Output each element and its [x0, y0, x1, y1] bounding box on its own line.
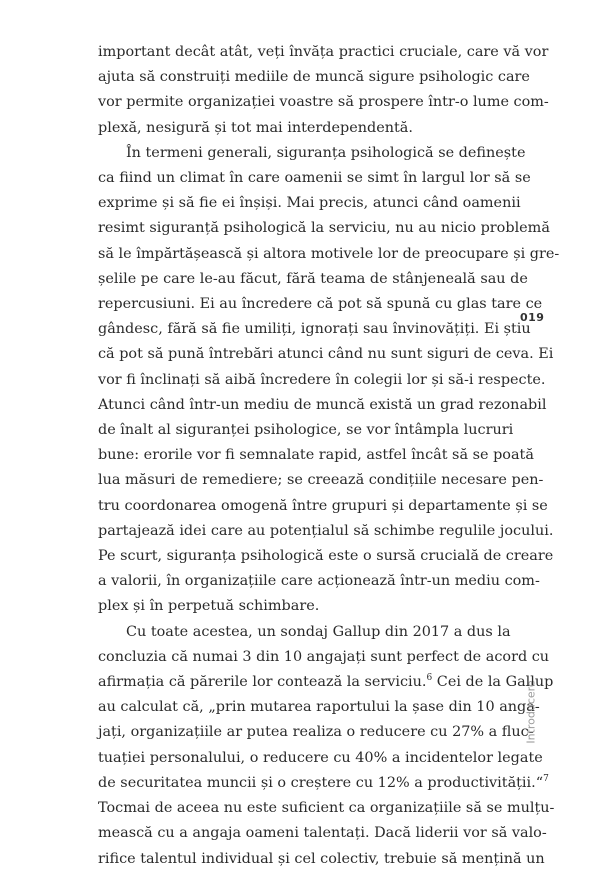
text-fragment: Cei de la Gallup: [432, 674, 554, 691]
text-fragment: de securitatea muncii și o creștere cu 12% a productivității.“: [98, 774, 544, 791]
text-line: [98, 670, 554, 695]
text-fragment: afirmația că părerile lor contează la serviciu.: [98, 674, 427, 691]
text-line: vor permite organizației voastre să prospere într-o lume com-: [98, 94, 549, 111]
text-line: că pot să pună întrebări atunci când nu sunt siguri de ceva. Ei: [98, 346, 554, 363]
text-line: exprime și să fie ei înșiși. Mai precis, atunci când oamenii: [98, 195, 521, 212]
text-line: lua măsuri de remediere; se creează condițiile necesare pen-: [98, 472, 544, 489]
text-line: a valorii, în organizațiile care acționează într-un mediu com-: [98, 573, 540, 590]
text-line: plex și în perpetuă schimbare.: [98, 598, 320, 615]
text-line: șelile pe care le-au făcut, fără teama de stânjeneală sau de: [98, 270, 528, 287]
text-line: Atunci când într-un mediu de muncă există un grad rezonabil: [98, 396, 547, 413]
text-line: partajează idei care au potențialul să schimbe regulile jocului.: [98, 522, 554, 539]
footnote-marker: 7: [543, 773, 549, 784]
text-line: Pe scurt, siguranța psihologică este o sursă crucială de creare: [98, 548, 554, 565]
page-number: 019: [520, 311, 545, 324]
text-line: resimt siguranță psihologică la serviciu, nu au nicio problemă: [98, 220, 550, 237]
text-line: tru coordonarea omogenă între grupuri și departamente și se: [98, 497, 548, 514]
text-line: gândesc, fără să fie umiliți, ignorați sau învinovățiți. Ei știu: [98, 321, 531, 338]
text-line: jați, organizațiile ar putea realiza o reducere cu 27% a fluc-: [98, 724, 534, 741]
text-line: concluzia că numai 3 din 10 angajați sunt perfect de acord cu: [98, 648, 550, 665]
text-line: să le împărtășească și altora motivele lor de preocupare și gre-: [98, 245, 560, 262]
text-line: au calculat că, „prin mutarea raportului la șase din 10 anga-: [98, 699, 540, 716]
paragraph-intro-end: [98, 40, 549, 141]
running-head: Introducere: [524, 680, 538, 744]
text-line: [98, 771, 549, 796]
text-line: important decât atât, veți învăța practici cruciale, care vă vor: [98, 44, 549, 60]
text-line: ca fiind un climat în care oamenii se simt în largul lor să se: [98, 170, 531, 187]
footnote-marker: 6: [426, 673, 433, 684]
text-line: ajuta să construiți mediile de muncă sigure psihologic care: [98, 69, 530, 86]
text-line: Tocmai de aceea nu este suficient ca organizațiile să se mulțu-: [98, 800, 555, 817]
text-line: de înalt al siguranței psihologice, se vor întâmpla lucruri: [98, 422, 514, 439]
text-line: mească cu a angaja oameni talentați. Dacă liderii vor să valo-: [98, 825, 547, 842]
text-line: vor fi înclinați să aibă încredere în colegii lor și să-i respecte.: [98, 371, 546, 388]
text-line: În termeni generali, siguranța psihologică se definește: [126, 144, 526, 161]
text-line: tuației personalului, o reducere cu 40% a incidentelor legate: [98, 749, 543, 766]
text-line: plexă, nesigură și tot mai interdependentă.: [98, 119, 413, 136]
text-line: repercusiuni. Ei au încredere că pot să spună cu glas tare ce: [98, 296, 543, 313]
text-line: rifice talentul individual și cel colectiv, trebuie să mențină un: [98, 850, 545, 867]
text-line: Cu toate acestea, un sondaj Gallup din 2017 a dus la: [126, 623, 511, 640]
text-line: bune: erorile vor fi semnalate rapid, astfel încât să se poată: [98, 447, 534, 464]
